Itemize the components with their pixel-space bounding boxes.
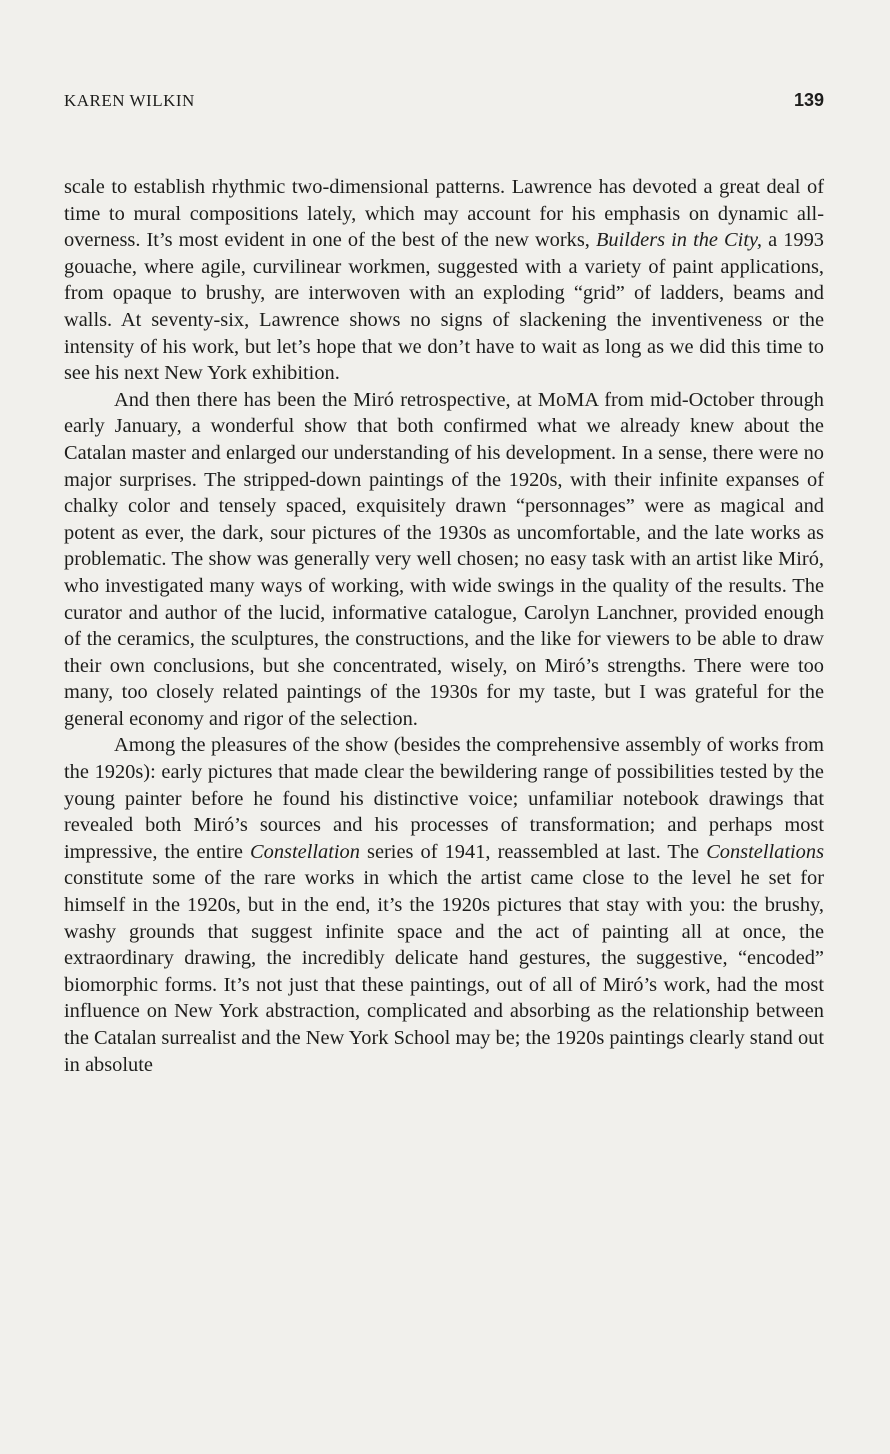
body-text (64, 174, 824, 1078)
page-number: 139 (793, 90, 824, 110)
text-run: series of 1941, reassembled at last. The (359, 840, 707, 863)
text-run: Among the pleasures of the show (besides the comprehensive assembly of works from the 1920s): early pictures that made clear the bewildering range of possibilities tested by the young painter before he found his distinctive voice; unfamiliar notebook drawings that revealed both Miró’s sources and his processes of transformation; and perhaps most impressive, the entire (64, 734, 824, 863)
italic-title: Constellation (250, 840, 360, 863)
text-run: And then there has been the Miró retrospective, at MoMA from mid-October through early January, a wonderful show that both confirmed what we already knew about the Catalan master and enlarged our understanding of his development. In a sense, there were no major surprises. The stripped-down paintings of the 1920s, with their infinite expanses of chalky color and tensely spaced, exquisitely drawn “personnages” were as magical and potent as ever, the dark, sour pictures of the 1930s as uncomfortable, and the late works as problematic. The show was generally very well chosen; no easy task with an artist like Miró, who investigated many ways of working, with wide swings in the quality of the results. The curator and author of the lucid, informative catalogue, Carolyn Lanchner, provided enough of the ceramics, the sculptures, the constructions, and the like for viewers to be able to draw their own conclusions, but she concentrated, wisely, on Miró’s strengths. There were too many, too closely related paintings of the 1930s for my taste, but I was grateful for the general economy and rigor of the selection. (64, 388, 824, 730)
italic-title: Constellations (706, 840, 825, 863)
running-head (64, 91, 824, 113)
paragraph (64, 387, 824, 733)
text-run: constitute some of the rare works in which the artist came close to the level he set for himself in the 1920s, but in the end, it’s the 1920s pictures that stay with you: the brushy, washy grounds that suggest infinite space and the act of painting all at once, the extraordinary drawing, the incredibly delicate hand gestures, the suggestive, “encoded” biomorphic forms. It’s not just that these paintings, out of all of Miró’s work, had the most influence on New York abstraction, complicated and absorbing as the relationship between the Catalan surrealist and the New York School may be; the 1920s paintings clearly stand out in absolute (64, 867, 824, 1076)
paragraph (64, 732, 824, 1078)
paragraph (64, 174, 824, 387)
text-run: scale to establish rhythmic two-dimensional patterns. Lawrence has devoted a great deal of time to mural compositions lately, which may account for his emphasis on dynamic all-overness. It’s most evident in one of the best of the new works, (64, 176, 824, 252)
text-run: a 1993 gouache, where agile, curvilinear workmen, suggested with a variety of paint applications, from opaque to brushy, are interwoven with an exploding “grid” of ladders, beams and walls. At seventy-six, Lawrence shows no signs of slackening the inventiveness or the intensity of his work, but let’s hope that we don’t have to wait as long as we did this time to see his next New York exhibition. (64, 229, 824, 385)
italic-title: Builders in the City, (595, 229, 763, 252)
running-head-author: KAREN WILKIN (64, 91, 195, 110)
